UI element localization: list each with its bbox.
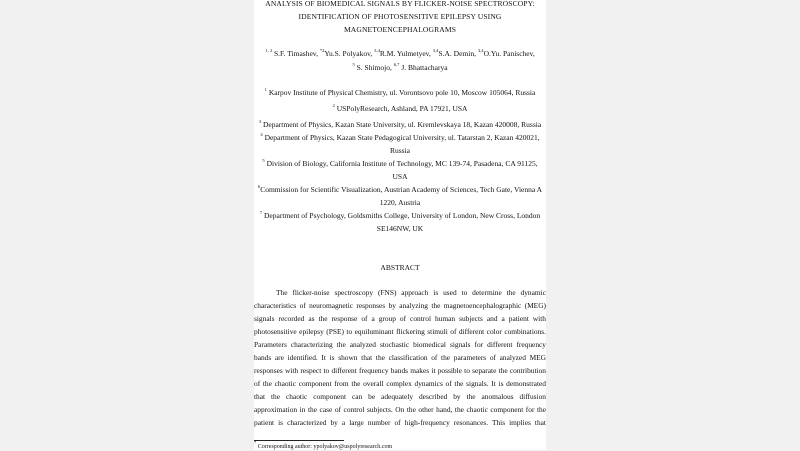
author-name: S. Shimojo, [356, 63, 392, 72]
affiliation-3 [254, 118, 546, 131]
affiliation-text: USPolyResearch, Ashland, PA 17921, USA [336, 104, 468, 113]
abstract-line: bands are identified. It is shown that the classification of the parameters of analyzed MEG [254, 353, 546, 362]
affiliation-sup: 4 [260, 132, 263, 137]
author-name: Yu.S. Polyakov, [324, 49, 373, 58]
abstract-line: photosensitive epilepsy (PSE) to equiluminant flickering stimuli of different color combinations. [254, 327, 546, 336]
abstract-heading: ABSTRACT [380, 263, 420, 272]
abstract-line: characteristics of neuromagnetic responses by analyzing the magnetoencephalographic (MEG) [254, 301, 546, 310]
author-sup: 3,4 [477, 48, 484, 53]
author-name: S.F. Timashev, [274, 49, 318, 58]
author-name: S.A. Demin, [438, 49, 476, 58]
author-sup: 1, 2 [265, 48, 273, 53]
affiliation-sup: 7 [259, 210, 263, 215]
paper-title-line-1: ANALYSIS OF BIOMEDICAL SIGNALS BY FLICKER-NOISE SPECTROSCOPY: [265, 0, 535, 8]
paper-title-line-3: MAGNETOENCEPHALOGRAMS [343, 25, 457, 34]
affiliation-6-cont: 1220, Austria [379, 198, 421, 207]
affiliation-text: Department of Psychology, Goldsmiths College, University of London, New Cross, London [264, 211, 541, 220]
affiliation-7 [254, 209, 546, 222]
affiliation-text: Commission for Scientific Visualization, Austrian Academy of Sciences, Tech Gate, Vienna A [260, 185, 543, 194]
author-name: J. Bhattacharya [401, 63, 448, 72]
paper-title-line-2: IDENTIFICATION OF PHOTOSENSITIVE EPILEPSY USING [298, 12, 502, 21]
abstract-line: patient is characterized by a large number of high-frequency resonances. This implies that [254, 418, 546, 427]
author-name: R.M. Yulmetyev, [379, 49, 431, 58]
abstract-line: The flicker-noise spectroscopy (FNS) approach is used to determine the dynamic [276, 288, 546, 297]
abstract-line: Parameters characterizing the analyzed stochastic biomedical signals for different frequency [254, 340, 546, 349]
author-sup: 3,4 [374, 48, 380, 53]
affiliation-sup: 6 [257, 184, 261, 189]
affiliation-sup: 1 [264, 87, 267, 92]
authors-line-2 [254, 61, 546, 74]
affiliation-text: Department of Physics, Kazan State University, ul. Kremlevskaya 18, Kazan 420008, Russia [262, 120, 542, 129]
affiliation-sup: 3 [258, 119, 262, 124]
authors-line-1 [254, 47, 546, 60]
affiliation-text: Division of Biology, California Institute of Technology, MC 139-74, Pasadena, CA 91125, [266, 159, 538, 168]
abstract-line: that the chaotic component can be adequately described by the anomalous diffusion [254, 392, 546, 401]
affiliation-7-cont: SE146NW, UK [376, 224, 424, 233]
affiliation-5-cont: USA [392, 172, 408, 181]
affiliation-4 [254, 131, 546, 144]
affiliation-sup: 2 [332, 103, 335, 108]
author-sup: 5 [352, 62, 355, 67]
footnote-rule [254, 440, 344, 441]
author-name: O.Yu. Panischev, [483, 49, 535, 58]
affiliation-2 [254, 102, 546, 115]
footnote-sup: * [254, 440, 257, 445]
author-sup: *2 [319, 48, 325, 53]
affiliation-1 [254, 86, 546, 99]
author-sup: 3,4 [432, 48, 439, 53]
affiliation-text: Karpov Institute of Physical Chemistry, ul. Vorontsovo pole 10, Moscow 105064, Russia [268, 88, 536, 97]
footnote-text: Corresponding author: ypolyakov@uspolyresearch.com [257, 444, 393, 450]
abstract-line: signals recorded as the response of a group of control human subjects and a patient with [254, 314, 546, 323]
affiliation-sup: 5 [262, 158, 265, 163]
abstract-line: responses with respect to different frequency bands makes it possible to separate the contribution [254, 366, 546, 375]
abstract-line: approximation in the case of control subjects. On the other hand, the chaotic component for the [254, 405, 546, 414]
abstract-line: of the chaotic component from the overall complex dynamics of the signals. It is demonstrated [254, 379, 546, 388]
author-sup: 6,7 [393, 62, 400, 67]
affiliation-4-cont: Russia [389, 146, 410, 155]
affiliation-5 [254, 157, 546, 170]
affiliation-6 [254, 183, 546, 196]
affiliation-text: Department of Physics, Kazan State Pedagogical University, ul. Tatarstan 2, Kazan 420021, [264, 133, 540, 142]
